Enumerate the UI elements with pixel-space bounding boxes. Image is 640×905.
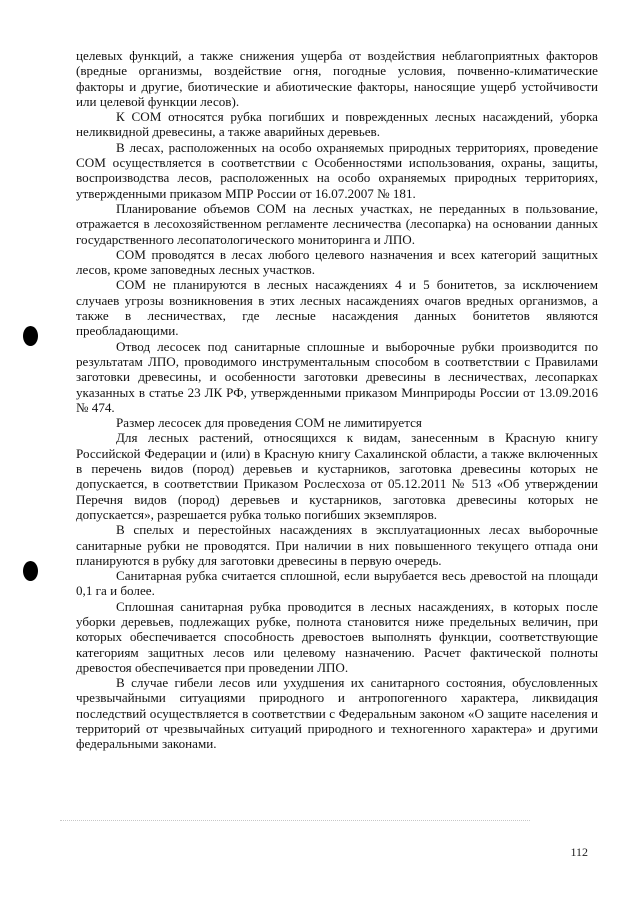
paragraph: Для лесных растений, относящихся к видам, занесенным в Красную книгу Российской Федерации и (или) в Красную книгу Сахалинской области, а также включенных в перечень видов (пород) деревьев и кустарников, заготовка древесины которых не допускается, в соответствии Приказом Рослесхоза от 05.12.2011 № 513 «Об утверждении Перечня видов (пород) деревьев и кустарников, заготовка древесины которых не допускается», разрешается рубка только погибших экземпляров. [76, 430, 598, 522]
paragraph: Сплошная санитарная рубка проводится в лесных насаждениях, в которых после уборки деревьев, подлежащих рубке, полнота становится ниже предельных величин, при которых обеспечивается способность древостоев выполнять функции, соответствующие категориям защитных лесов или целевому назначению. Расчет фактической полноты древостоя обеспечивается при проведении ЛПО. [76, 598, 598, 675]
paragraph: СОМ не планируются в лесных насаждениях 4 и 5 бонитетов, за исключением случаев угрозы возникновения в этих лесных насаждениях очагов вредных организмов, а также в лесничествах, где лесные насаждения данных бонитетов являются преобладающими. [76, 277, 598, 339]
paragraph: Санитарная рубка считается сплошной, если вырубается весь древостой на площади 0,1 га и более. [76, 568, 598, 599]
paragraph: СОМ проводятся в лесах любого целевого назначения и всех категорий защитных лесов, кроме заповедных лесных участков. [76, 246, 598, 278]
paragraph: целевых функций, а также снижения ущерба от воздействия неблагоприятных факторов (вредные организмы, воздействие огня, погодные условия, почвенно-климатические факторы и другие, биотические и абиотические факторы, наносящие ущерб устойчивости или целевой функции лесов). [76, 48, 598, 109]
paragraph: В лесах, расположенных на особо охраняемых природных территориях, проведение СОМ осуществляется в соответствии с Особенностями использования, охраны, защиты, воспроизводства лесов, расположенных на особо охраняемых природных территориях, утвержденными приказом МПР России от 16.07.2007 № 181. [76, 139, 598, 201]
paragraph: К СОМ относятся рубка погибших и поврежденных лесных насаждений, уборка неликвидной древесины, а также аварийных деревьев. [76, 109, 598, 140]
scan-dotted-line [60, 820, 530, 822]
punch-hole-top [23, 326, 38, 346]
paragraph: Планирование объемов СОМ на лесных участках, не переданных в пользование, отражается в лесохозяйственном регламенте лесничества (лесопарка) на основании данных государственного лесопатологического мониторинга и ЛПО. [76, 200, 598, 247]
paragraph: Размер лесосек для проведения СОМ не лимитируется [116, 415, 422, 431]
paragraph: В случае гибели лесов или ухудшения их санитарного состояния, обусловленных чрезвычайными ситуациями природного и антропогенного характера, ликвидация последствий осуществляется в соответствии с Федеральным законом «О защите населения и территорий от чрезвычайных ситуаций природного и техногенного характера» и другими федеральными законами. [76, 675, 598, 752]
body-text [76, 48, 598, 752]
punch-hole-bottom [23, 561, 38, 581]
paragraph: Отвод лесосек под санитарные сплошные и выборочные рубки производится по результатам ЛПО, проводимого инструментальным способом в соответствии с Правилами заготовки древесины, и особенности заготовки древесины в лесничествах, лесопарках указанных в статье 23 ЛК РФ, утвержденными приказом Минприроды России от 13.09.2016 № 474. [76, 338, 598, 415]
paragraph: В спелых и перестойных насаждениях в эксплуатационных лесах выборочные санитарные рубки не проводятся. При наличии в них повышенного текущего отпада они планируются в рубку для заготовки древесины в первую очередь. [76, 522, 598, 568]
page-number: 112 [570, 845, 588, 859]
